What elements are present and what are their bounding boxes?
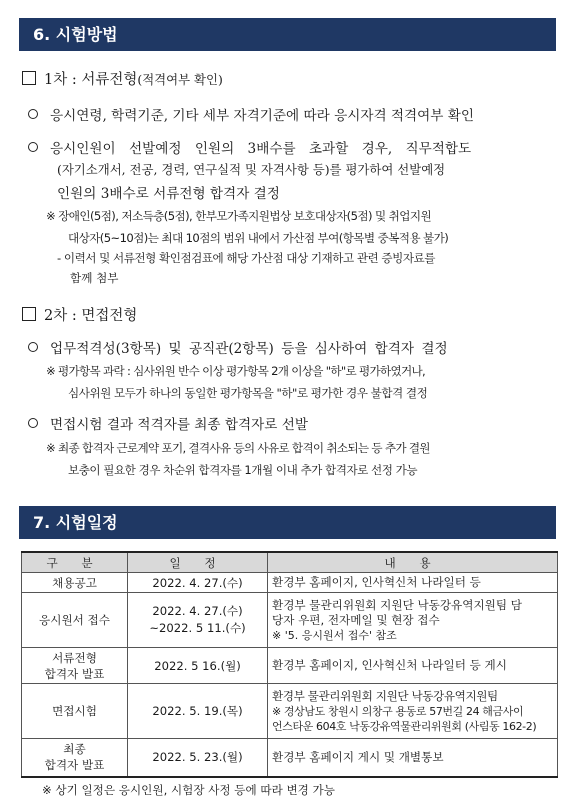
stage1-note2-line2: 함께 첨부 xyxy=(70,271,119,285)
stage1-note1-line1: ※ 장애인(5점), 저소득층(5점), 한부모가족지원법상 보호대상자(5점) 및 취업지원 xyxy=(46,209,432,223)
row-date-start: 2022. 4. 27.(수) xyxy=(152,604,243,618)
stage1-heading-note: (적격여부 확인) xyxy=(137,72,223,87)
stage1-bullet2-line3: 인원의 3배수로 서류전형 합격자 결정 xyxy=(57,186,280,202)
stage1-heading xyxy=(22,68,223,89)
stage1-note1-line2: 대상자(5~10점)는 최대 10점의 범위 내에서 가산점 부여(항목별 중복적용 불가) xyxy=(68,231,449,245)
row-category: 응시원서 접수 xyxy=(22,593,128,648)
row-category: 서류전형 합격자 발표 xyxy=(22,648,128,684)
stage1-note2-line1: - 이력서 및 서류전형 확인점검표에 해당 가산점 대상 기재하고 관련 증빙자료를 xyxy=(57,251,435,265)
table-row xyxy=(22,573,558,593)
circle-bullet-icon xyxy=(28,342,38,352)
section-6-title: 6. 시험방법 xyxy=(19,18,556,51)
stage2-note2-line2: 보충이 필요한 경우 차순위 합격자를 1개월 이내 추가 합격자로 선정 가능 xyxy=(68,463,418,477)
stage2-heading-text: 2차 : 면접전형 xyxy=(44,308,138,324)
circle-bullet-icon xyxy=(28,109,38,119)
stage2-bullet2: 면접시험 결과 적격자를 최종 합격자로 선발 xyxy=(28,413,308,433)
header-content: 내 용 xyxy=(268,552,558,573)
stage2-heading xyxy=(22,304,137,325)
row-content: 환경부 물관리위원회 지원단 낙동강유역지원팀 ※ 경상남도 창원시 의창구 용동로 57번길 24 해금사이 언스타운 604호 낙동강유역물관리위원회 (사림동 162-2) xyxy=(268,684,558,739)
table-row xyxy=(22,593,558,648)
row-content: 환경부 물관리위원회 지원단 낙동강유역지원팀 담 당자 우편, 전자메일 및 현장 접수 ※ '5. 응시원서 접수' 참조 xyxy=(268,593,558,648)
section-7-title: 7. 시험일정 xyxy=(19,506,556,539)
schedule-footnote: ※ 상기 일정은 응시인원, 시험장 사정 등에 따라 변경 가능 xyxy=(42,783,335,797)
stage2-note2-line1: ※ 최종 합격자 근로계약 포기, 결격사유 등의 사유로 합격이 취소되는 등 추가 결원 xyxy=(46,441,430,455)
row-date: 2022. 5. 23.(월) xyxy=(128,739,268,777)
table-row xyxy=(22,648,558,684)
header-date: 일 정 xyxy=(128,552,268,573)
stage1-heading-text: 1차 : 서류전형 xyxy=(44,72,138,88)
row-category: 면접시험 xyxy=(22,684,128,739)
circle-bullet-icon xyxy=(28,418,38,428)
circle-bullet-icon xyxy=(28,142,38,152)
row-date: 2022. 5. 19.(목) xyxy=(128,684,268,739)
row-content: 환경부 홈페이지 게시 및 개별통보 xyxy=(268,739,558,777)
row-date xyxy=(128,593,268,648)
checkbox-square-icon xyxy=(22,307,36,321)
stage1-bullet2-line2: (자기소개서, 전공, 경력, 연구실적 및 자격사항 등)를 평가하여 선발예정 xyxy=(57,162,446,177)
stage1-bullet1: 응시연령, 학력기준, 기타 세부 자격기준에 따라 응시자격 적격여부 확인 xyxy=(28,104,474,124)
table-row xyxy=(22,684,558,739)
stage2-note1-line1: ※ 평가항목 과락 : 심사위원 반수 이상 평가항목 2개 이상을 "하"로 평가하였거나, xyxy=(46,364,425,378)
checkbox-square-icon xyxy=(22,71,36,85)
header-category: 구 분 xyxy=(22,552,128,573)
stage2-bullet1: 업무적격성(3항목) 및 공직관(2항목) 등을 심사하여 합격자 결정 xyxy=(28,337,448,357)
row-category: 채용공고 xyxy=(22,573,128,593)
row-content: 환경부 홈페이지, 인사혁신처 나라일터 등 xyxy=(268,573,558,593)
row-date: 2022. 4. 27.(수) xyxy=(128,573,268,593)
row-date-end: ~2022. 5 11.(수) xyxy=(149,621,246,635)
row-date: 2022. 5 16.(월) xyxy=(128,648,268,684)
table-row xyxy=(22,739,558,777)
row-category: 최종 합격자 발표 xyxy=(22,739,128,777)
stage1-bullet2: 응시인원이 선발예정 인원의 3배수를 초과할 경우, 직무적합도 xyxy=(28,137,558,157)
schedule-table xyxy=(21,551,558,778)
stage2-note1-line2: 심사위원 모두가 하나의 동일한 평가항목을 "하"로 평가한 경우 불합격 결정 xyxy=(68,386,428,400)
row-content: 환경부 홈페이지, 인사혁신처 나라일터 등 게시 xyxy=(268,648,558,684)
table-header-row xyxy=(22,552,558,573)
